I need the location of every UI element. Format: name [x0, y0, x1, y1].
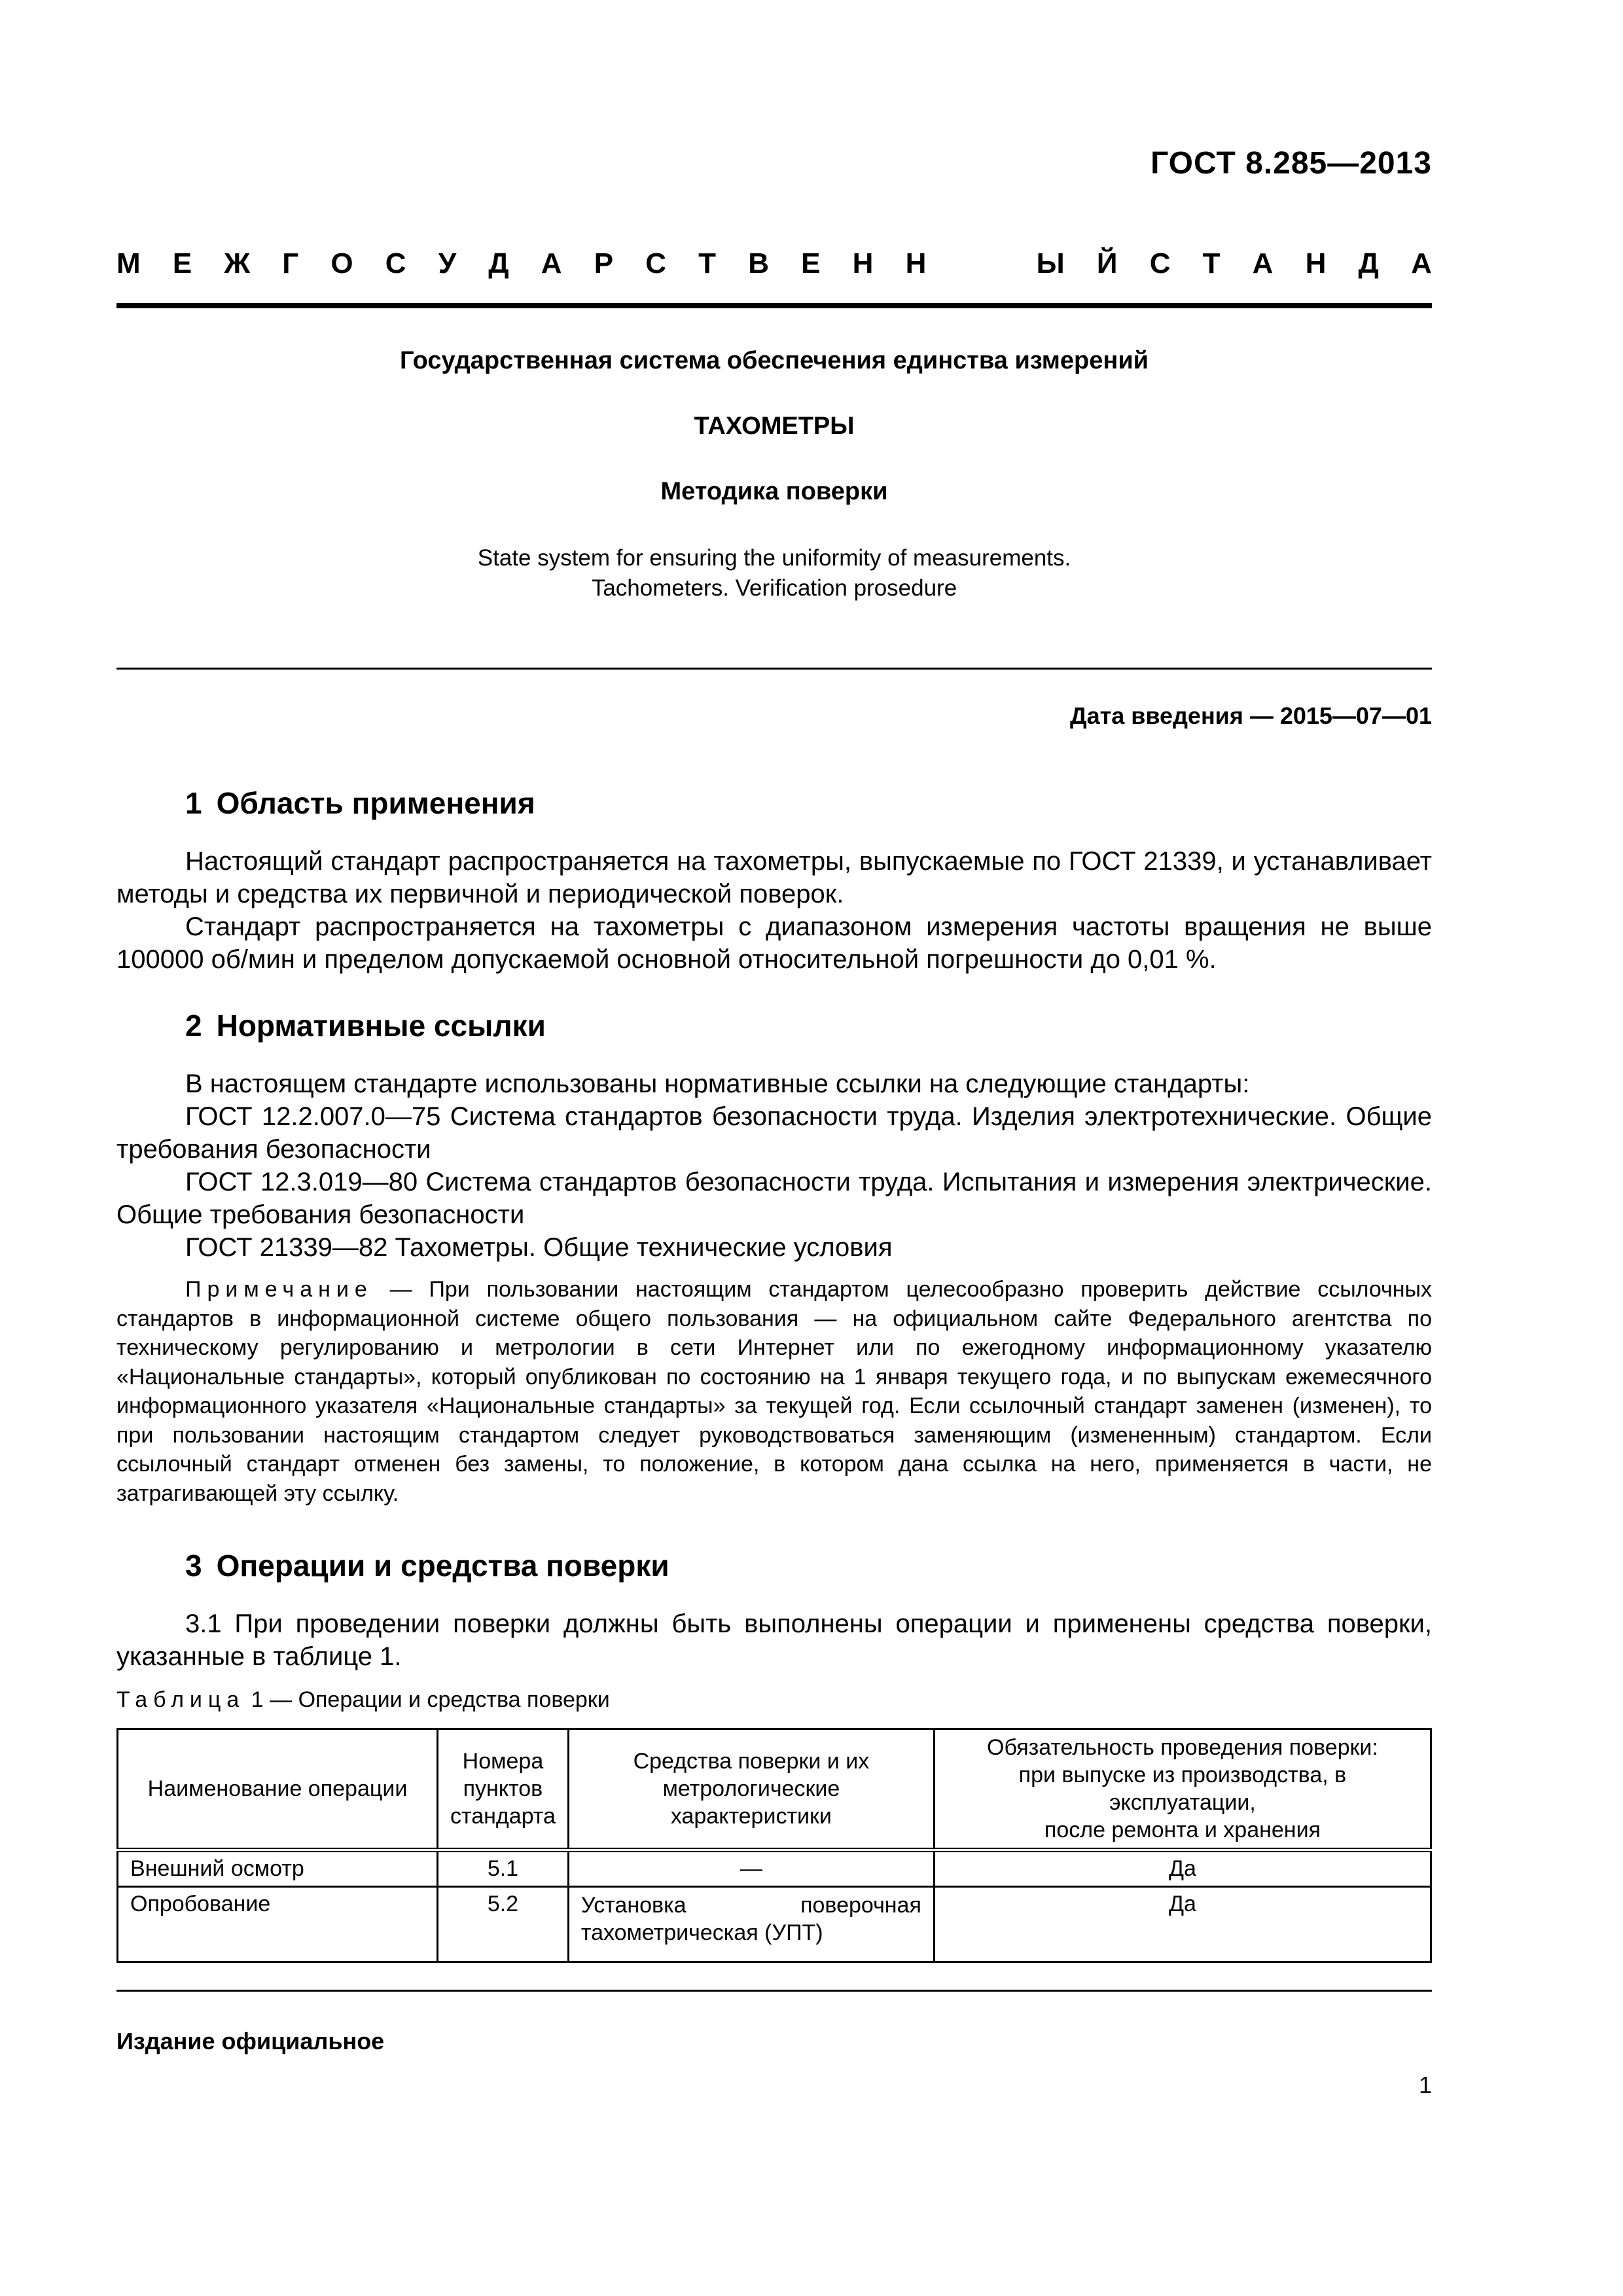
table-header-row [118, 1729, 1431, 1850]
banner-letter: Ы [1036, 247, 1065, 279]
note-label: Примечание [185, 1277, 373, 1302]
system-title: Государственная система обеспечения единства измерений [399, 347, 1149, 374]
table-cell: Внешний осмотр [118, 1850, 438, 1887]
banner-letter: Й [1096, 247, 1118, 279]
section-heading-2 [185, 1008, 546, 1043]
header-line: стандарта [450, 1804, 556, 1829]
header-line: после ремонта и хранения [1044, 1818, 1321, 1842]
banner-letter: М [116, 247, 141, 279]
header-line: метрологические [662, 1776, 840, 1801]
banner-letter: Г [282, 247, 299, 279]
footer-divider [116, 1990, 1432, 1992]
section-title: Операции и средства поверки [216, 1549, 669, 1583]
title-divider [116, 668, 1432, 670]
reference-item: ГОСТ 21339—82 Тахометры. Общие технические условия [185, 1233, 893, 1262]
section-title: Нормативные ссылки [216, 1009, 546, 1043]
paragraph: Настоящий стандарт распространяется на тахометры, выпускаемые по ГОСТ 21339, и устанавливает методы и средства их первичной и периодической поверок. [116, 847, 1432, 908]
section-number: 1 [185, 786, 202, 820]
banner-letter: Т [1202, 247, 1221, 279]
edition-label: Издание официальное [116, 2028, 385, 2054]
banner-letter: Д [1358, 247, 1379, 279]
reference-item: ГОСТ 12.3.019—80 Система стандартов безопасности труда. Испытания и измерения электрические. Общие требования безопасности [116, 1168, 1432, 1229]
table-row [118, 1850, 1431, 1887]
table-header-cell [568, 1729, 934, 1850]
table-cell: Установка поверочная тахометрическая (УПТ) [568, 1887, 934, 1962]
table-cell: — [568, 1850, 934, 1887]
banner-letter: С [645, 247, 666, 279]
paragraph: 3.1 При проведении поверки должны быть выполнены операции и применены средства поверки, указанные в таблице 1. [116, 1609, 1432, 1671]
header-line: при выпуске из производства, в эксплуатации, [1018, 1763, 1347, 1815]
banner-letter: Н [1305, 247, 1327, 279]
header-line: характеристики [670, 1804, 832, 1829]
header-divider [116, 303, 1432, 308]
paragraph: Стандарт распространяется на тахометры с диапазоном измерения частоты вращения не выше 100000 об/мин и пределом допускаемой основной относительной погрешности до 0,01 %. [116, 912, 1432, 974]
table-caption-label: Таблица [116, 1687, 245, 1712]
table-caption-text: 1 — Операции и средства поверки [251, 1687, 610, 1712]
subtitle: Методика поверки [660, 478, 888, 505]
header-line: Средства поверки и их [633, 1749, 870, 1774]
table-cell: Опробование [118, 1887, 438, 1962]
banner-letter: Н [905, 247, 927, 279]
header-line: Номера [462, 1749, 544, 1774]
reference-item: ГОСТ 12.2.007.0—75 Система стандартов безопасности труда. Изделия электротехнические. Общие требования безопасности [116, 1102, 1432, 1164]
banner-letter: А [541, 247, 562, 279]
section-number: 2 [185, 1009, 202, 1043]
table-header-cell [934, 1729, 1431, 1850]
page-number: 1 [1418, 2072, 1432, 2098]
interstate-standard-banner [116, 247, 1432, 280]
banner-letter: Д [488, 247, 509, 279]
paragraph: В настоящем стандарте использованы нормативные ссылки на следующие стандарты: [185, 1069, 1250, 1098]
table-header-cell: Наименование операции [118, 1729, 438, 1850]
note-text: — При пользовании настоящим стандартом целесообразно проверить действие ссылочных стандартов в информационной системе общего пользования — на официальном сайте Федерального агентства по техническому регулированию и метрологии в сети Интернет или по ежегодному информационному указателю «Национальные стандарты», который опубликован по состоянию на 1 января текущего года, и по выпускам ежемесячного информационного указателя «Национальные стандарты» за текущей год. Если ссылочный стандарт заменен (изменен), то при пользовании настоящим стандартом следует руководствоваться заменяющим (измененным) стандартом. Если ссылочный стандарт отменен без замены, то положение, в котором дана ссылка на него, применяется в части, не затрагивающей эту ссылку. [116, 1277, 1432, 1506]
banner-letter: С [385, 247, 406, 279]
table-cell: Да [934, 1887, 1431, 1962]
introduction-date: Дата введения — 2015—07—01 [1069, 702, 1432, 729]
banner-letter: В [748, 247, 769, 279]
header-line: пунктов [463, 1776, 543, 1801]
main-title: ТАХОМЕТРЫ [694, 412, 855, 440]
operations-table [116, 1728, 1432, 1963]
banner-letter: Е [801, 247, 821, 279]
banner-letter: Р [594, 247, 614, 279]
table-cell: 5.1 [438, 1850, 569, 1887]
banner-letter: У [438, 247, 457, 279]
table-cell: Да [934, 1850, 1431, 1887]
section-heading-1 [185, 785, 535, 821]
table-header-cell [438, 1729, 569, 1850]
banner-letter: А [1252, 247, 1274, 279]
banner-letter: Ж [224, 247, 251, 279]
english-title-line: State system for ensuring the uniformity of measurements. [477, 545, 1071, 571]
header-line: Обязательность проведения поверки: [987, 1735, 1378, 1760]
section-heading-3 [185, 1548, 669, 1583]
table-caption [116, 1687, 610, 1713]
section-title: Область применения [216, 786, 535, 820]
section-number: 3 [185, 1549, 202, 1583]
banner-letter: Е [172, 247, 192, 279]
document-number: ГОСТ 8.285—2013 [1150, 146, 1432, 181]
banner-gap [959, 247, 1005, 280]
table-cell: 5.2 [438, 1887, 569, 1962]
banner-letter: Н [852, 247, 874, 279]
english-title [116, 543, 1432, 603]
banner-letter: О [330, 247, 353, 279]
banner-letter: С [1149, 247, 1171, 279]
note [116, 1275, 1432, 1508]
english-title-line: Tachometers. Verification prosedure [591, 575, 957, 601]
table-row [118, 1887, 1431, 1962]
banner-letter: Т [698, 247, 717, 279]
banner-letter: А [1411, 247, 1432, 279]
